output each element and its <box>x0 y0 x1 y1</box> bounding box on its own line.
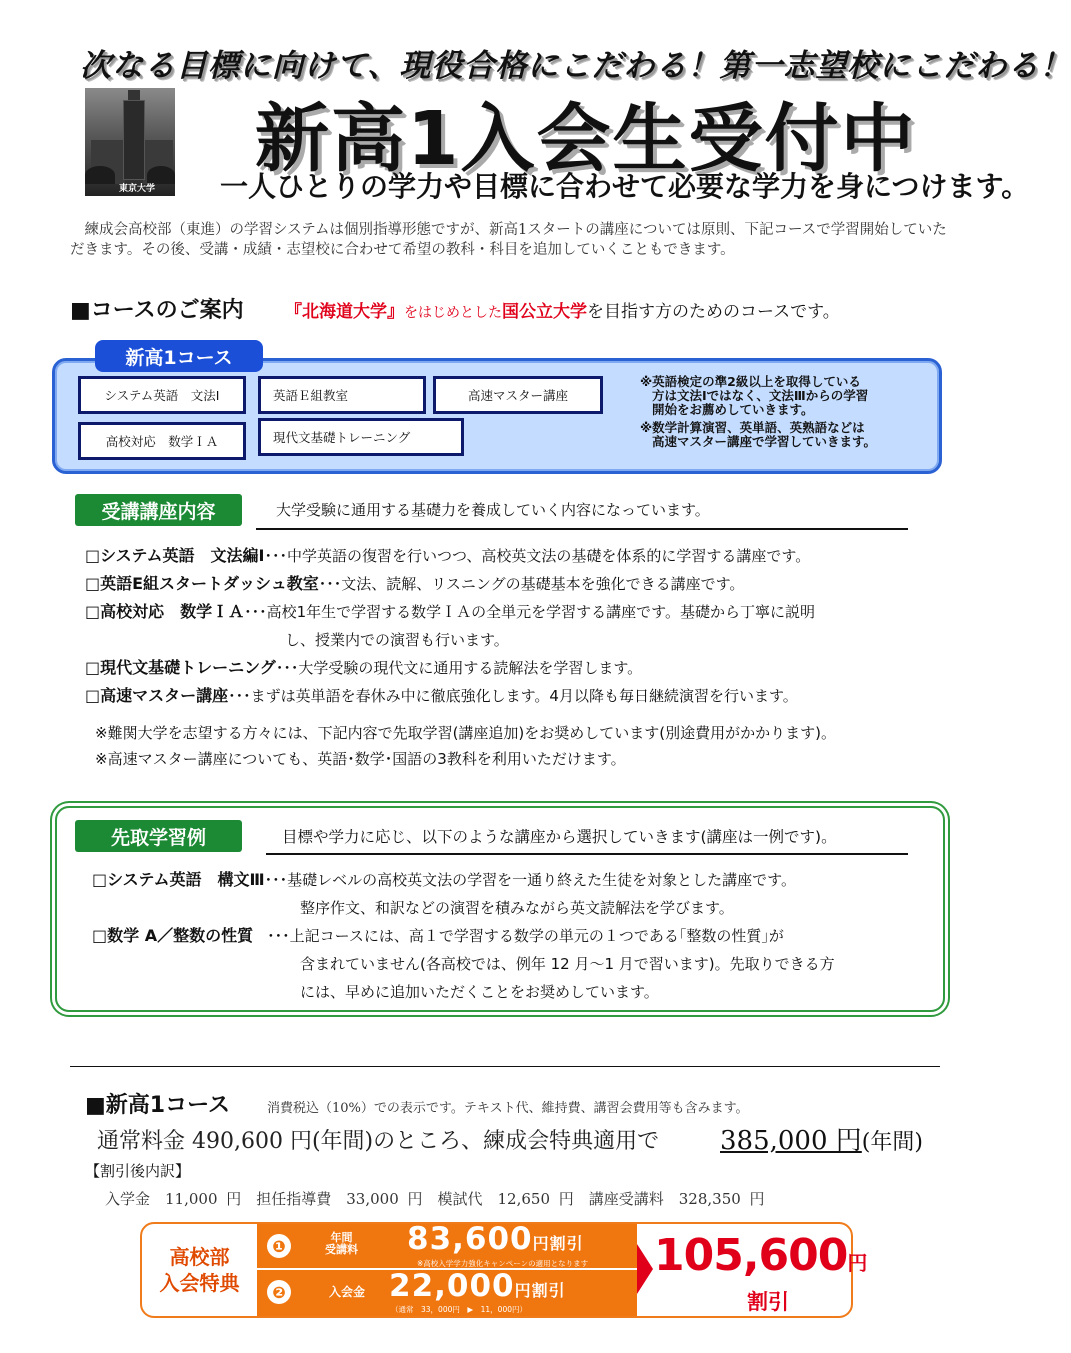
intro-text: 練成会高校部（東進）の学習システムは個別指導形態ですが、新高1スタートの講座については原則、下記コースで学習開始していただきます。その後、受講・成績・志望校に合わせて希望の教科・科目を追加していくこともできます。 <box>70 222 947 258</box>
course-item-math: 高校対応 数学ＩＡ <box>78 422 246 460</box>
lecture-row <box>85 682 965 710</box>
benefit-amount-1 <box>407 1221 584 1257</box>
photo-caption: 東京大学 <box>119 184 156 194</box>
arrow-right-icon <box>637 1244 653 1294</box>
price-heading: ■新高1コース <box>85 1093 230 1118</box>
benefit-fine-2: （通常 33，000円 ▶ 11，000円） <box>391 1305 527 1314</box>
lecture-text: ･･･まずは英単語を春休み中に徹底強化します。4月以降も毎日継続演習を行います。 <box>228 687 798 705</box>
lecture-row <box>85 570 965 598</box>
benefit-amount-2 <box>389 1268 566 1304</box>
note2-line-a: ※数学計算演習、英単語、英熟語などは <box>640 420 865 435</box>
advance-list <box>92 866 932 1006</box>
breakdown-label: 【割引後内訳】 <box>85 1162 191 1180</box>
lecture-underline <box>256 528 908 530</box>
target-univ: 『北海道大学』 <box>285 302 404 322</box>
course-heading: ■コースのご案内 <box>70 298 244 323</box>
main-title: 新高1入会生受付中 <box>255 96 917 182</box>
course-item-english-e: 英語Ｅ組教室 <box>258 376 426 414</box>
price-final-amount: 385,000 円 <box>720 1126 862 1156</box>
caption-line: 年間 <box>330 1231 353 1244</box>
price-final-period: (年間) <box>861 1130 923 1155</box>
price-line: 通常料金 490,600 円(年間)のところ、練成会特典適用で <box>97 1129 660 1154</box>
target-end: を目指す方のためのコースです。 <box>587 302 840 322</box>
course-item-english-grammar: システム英語 文法Ⅰ <box>78 376 246 414</box>
benefit-total <box>654 1230 867 1281</box>
benefit-row-2 <box>257 1270 637 1316</box>
lecture-list <box>85 542 965 710</box>
amount-suffix: 円割引 <box>514 1281 566 1300</box>
benefit-number-2: ❷ <box>267 1280 291 1304</box>
benefit-banner <box>140 1221 868 1318</box>
lecture-title: □英語E組スタートダッシュ教室 <box>85 574 319 593</box>
benefit-row-1 <box>257 1221 637 1270</box>
amount-value: 22,000 <box>389 1268 515 1304</box>
lecture-note-1: ※難関大学を志望する方々には、下記内容で先取学習(講座追加)をお奨めしています(別途費用がかかります)。 <box>95 724 836 742</box>
advance-row <box>92 922 932 950</box>
slogan: 次なる目標に向けて、現役合格にこだわる！第一志望校にこだわる！ <box>80 48 1071 84</box>
advance-row-continued: には、早めに追加いただくことをお奨めしています。 <box>300 983 659 1001</box>
advance-text: ･･･基礎レベルの高校英文法の学習を一通り終えた生徒を対象とした講座です。 <box>264 871 796 889</box>
price-final <box>720 1120 923 1157</box>
advance-desc: 目標や学力に応じ、以下のような講座から選択していきます(講座は一例です)。 <box>282 828 837 846</box>
university-photo <box>85 88 175 196</box>
benefit-details <box>257 1221 637 1316</box>
advance-row <box>92 866 932 894</box>
lecture-title: □高速マスター講座 <box>85 686 229 705</box>
price-note: 消費税込（10%）での表示です。テキスト代、維持費、講習会費用等も含みます。 <box>267 1101 749 1116</box>
price-separator <box>70 1066 940 1067</box>
lecture-row-continued: し、授業内での演習も行います。 <box>285 631 509 649</box>
note1-line-c: 開始をお薦めしていきます。 <box>652 402 814 417</box>
total-value: 105,600 <box>654 1230 848 1281</box>
benefit-total-label: 割引 <box>747 1290 789 1314</box>
target-national: 国公立大学 <box>502 302 587 322</box>
course-tab: 新高1コース <box>95 340 263 372</box>
benefit-label-line1: 高校部 <box>169 1245 230 1269</box>
lecture-text: ･･･大学受験の現代文に通用する読解法を学習します。 <box>275 659 643 677</box>
note1-line-b: 方は文法Ⅰではなく、文法Ⅲからの学習 <box>652 388 869 403</box>
lecture-row <box>85 542 965 570</box>
amount-suffix: 円割引 <box>532 1234 584 1253</box>
lecture-row <box>85 654 965 682</box>
breakdown: 入学金 11,000 円 担任指導費 33,000 円 模試代 12,650 円 講座受講料 328,350 円 <box>105 1190 765 1208</box>
advance-text: ･･･上記コースには、高１で学習する数学の単元の１つである｢整数の性質｣が <box>267 927 784 945</box>
advance-row-continued: 含まれていません(各高校では、例年 12 月～1 月で習います)。先取りできる方 <box>300 955 835 973</box>
benefit-label <box>142 1224 257 1316</box>
lecture-notes <box>95 720 975 772</box>
lecture-text: ･･･中学英語の復習を行いつつ、高校英文法の基礎を体系的に学習する講座です。 <box>264 547 811 565</box>
lecture-title: □現代文基礎トレーニング <box>85 658 276 677</box>
advance-title: □システム英語 構文Ⅲ <box>92 870 265 889</box>
course-item-japanese: 現代文基礎トレーニング <box>258 418 464 456</box>
total-yen: 円 <box>847 1251 868 1275</box>
sub-title: 一人ひとりの学力や目標に合わせて必要な学力を身につけます。 <box>220 170 1030 203</box>
target-mid: をはじめとした <box>404 305 502 321</box>
lecture-text: ･･･文法、読解、リスニングの基礎基本を強化できる講座です。 <box>318 575 745 593</box>
lecture-tag: 受講講座内容 <box>75 494 242 526</box>
lecture-row <box>85 598 965 626</box>
benefit-fine-1: ※高校入学学力強化キャンペーンの適用となります <box>417 1259 589 1268</box>
note2-line-b: 高速マスター講座で学習していきます。 <box>652 434 877 449</box>
lecture-note-2: ※高速マスター講座についても、英語･数学･国語の3教科を利用いただけます。 <box>95 750 626 768</box>
lecture-desc: 大学受験に通用する基礎力を養成していく内容になっています。 <box>276 501 710 519</box>
course-item-speed-master: 高速マスター講座 <box>433 376 603 414</box>
benefit-caption-1 <box>325 1232 358 1256</box>
advance-underline <box>266 853 908 855</box>
advance-tag: 先取学習例 <box>75 820 242 852</box>
caption-line: 受講料 <box>325 1243 358 1256</box>
advance-row-continued: 整序作文、和訳などの演習を積みながら英文読解法を学びます。 <box>300 899 734 917</box>
lecture-title: □システム英語 文法編Ⅰ <box>85 546 265 565</box>
course-target <box>285 297 840 322</box>
benefit-number-1: ❶ <box>267 1234 291 1258</box>
benefit-caption-2: 入会金 <box>329 1285 366 1299</box>
advance-title: □数学 A／整数の性質 <box>92 926 254 945</box>
note1-line-a: ※英語検定の準2級以上を取得している <box>640 374 861 389</box>
benefit-label-line2: 入会特典 <box>159 1271 240 1295</box>
course-note <box>640 375 930 453</box>
lecture-text: ･･･高校1年生で学習する数学ＩＡの全単元を学習する講座です。基礎から丁寧に説明 <box>244 603 815 621</box>
amount-value: 83,600 <box>407 1221 533 1257</box>
lecture-title: □高校対応 数学ＩＡ <box>85 602 245 621</box>
